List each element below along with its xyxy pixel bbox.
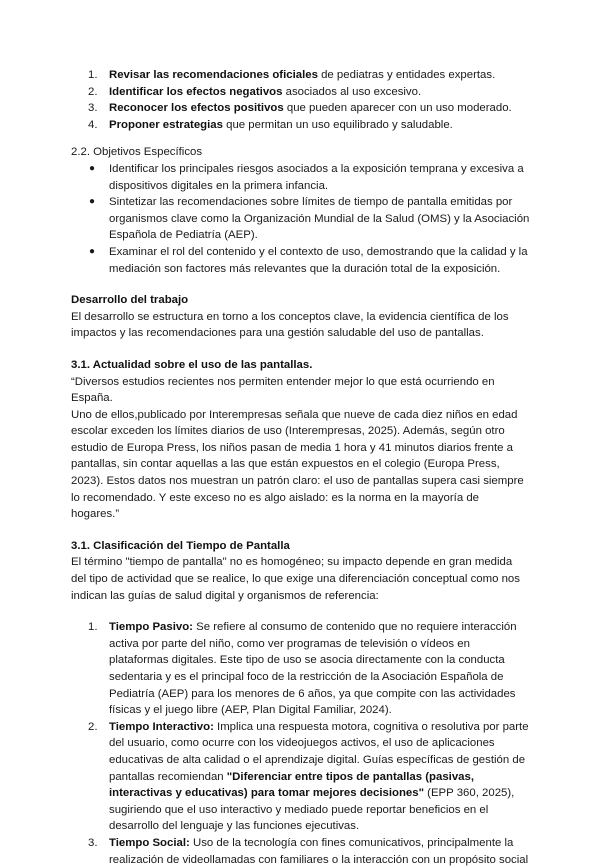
paragraph-actualidad-1: “Diversos estudios recientes nos permiten entender mejor lo que está ocurriendo en España. (71, 375, 495, 405)
list-item: 2. Tiempo Interactivo: Implica una respuesta motora, cognitiva o resolutiva por parte del usuario, como ocurre con los videojuegos activos, el uso de aplicaciones educativas de alta calidad o el aprendizaje digital. Guías específicas de gestión de pantallas recomiendan "Diferenciar entre tipos de pantallas (pasivas, interactivas y educativas) para tomar mejores decisiones" (EPP 360, 2025), sugiriendo que el uso interactivo y mediado puede reportar beneficios en el desarrollo del lenguaje y las funciones ejecutivas. (88, 720, 529, 833)
section-heading-clasificacion: 3.1. Clasificación del Tiempo de Pantalla (71, 539, 290, 552)
section-heading-desarrollo: Desarrollo del trabajo (71, 294, 189, 307)
specific-objectives-list (71, 161, 530, 277)
list-item: 1. Tiempo Pasivo: Se refiere al consumo de contenido que no requiere interacción activa por parte del niño, como ver programas de televisión o vídeos en plataformas digitales. Este tipo de uso se asocia directamente con la conducta sedentaria y es el principal foco de la restricción de la Asociación Española de Pediatría (AEP) para los menores de 6 años, ya que compite con las actividades físicas y el juego libre (AEP, Plan Digital Familiar, 2024). (88, 621, 517, 717)
general-objectives-list (71, 67, 530, 133)
list-item: 2. Identificar los efectos negativos asociados al uso excesivo. (88, 85, 422, 98)
list-item: ● Identificar los principales riesgos asociados a la exposición temprana y excesiva a dispositivos digitales en la primera infancia. (89, 162, 524, 192)
bullet-icon: ● (89, 245, 96, 257)
specific-objectives-title: 2.2. Objetivos Específicos (71, 146, 203, 159)
paragraph-clasificacion-intro: El término "tiempo de pantalla" no es homogéneo; su impacto depende en gran medida del tipo de actividad que se realice, lo que exige una diferenciación conceptual como nos indican las guías de salud digital y organismos de referencia: (71, 556, 520, 602)
bullet-icon: ● (89, 196, 96, 208)
list-item: 1. Revisar las recomendaciones oficiales de pediatras y entidades expertas. (88, 69, 496, 81)
list-item: 3. Tiempo Social: Uso de la tecnología con fines comunicativos, principalmente la realización de videollamadas con familiares o la interacción con un propósito social (88, 836, 529, 866)
bullet-icon: ● (89, 162, 96, 174)
list-item: 4. Proponer estrategias que permitan un uso equilibrado y saludable. (88, 118, 453, 131)
paragraph-desarrollo: El desarrollo se estructura en torno a los conceptos clave, la evidencia científica de los impactos y las recomendaciones para una gestión saludable del uso de pantallas. (71, 310, 509, 340)
paragraph-actualidad-2: Uno de ellos,publicado por Interempresas señala que nueve de cada diez niños en edad escolar exceden los límites diarios de uso (Interempresas, 2025). Además, según otro estudio de Europa Press, los niños pasan de media 1 hora y 41 minutos diarios frente a pantallas, sin contar aquellas a las que están expuestos en el colegio (Europa Press, 2023). Estos datos nos muestran un patrón claro: el uso de pantallas supera casi siempre lo recomendado. Y este exceso no es algo aislado: es la norma en la mayoría de hogares.” (71, 408, 524, 521)
section-heading-actualidad: 3.1. Actualidad sobre el uso de las pantallas. (71, 358, 313, 371)
classification-list (71, 619, 530, 868)
list-item: 3. Reconocer los efectos positivos que pueden aparecer con un uso moderado. (88, 102, 512, 115)
list-item: ● Sintetizar las recomendaciones sobre límites de tiempo de pantalla emitidas por organismos clave como la Organización Mundial de la Salud (OMS) y la Asociación Española de Pediatría (AEP). (89, 196, 530, 242)
list-item: ● Examinar el rol del contenido y el contexto de uso, demostrando que la calidad y la mediación son factores más relevantes que la duración total de la exposición. (89, 245, 528, 275)
